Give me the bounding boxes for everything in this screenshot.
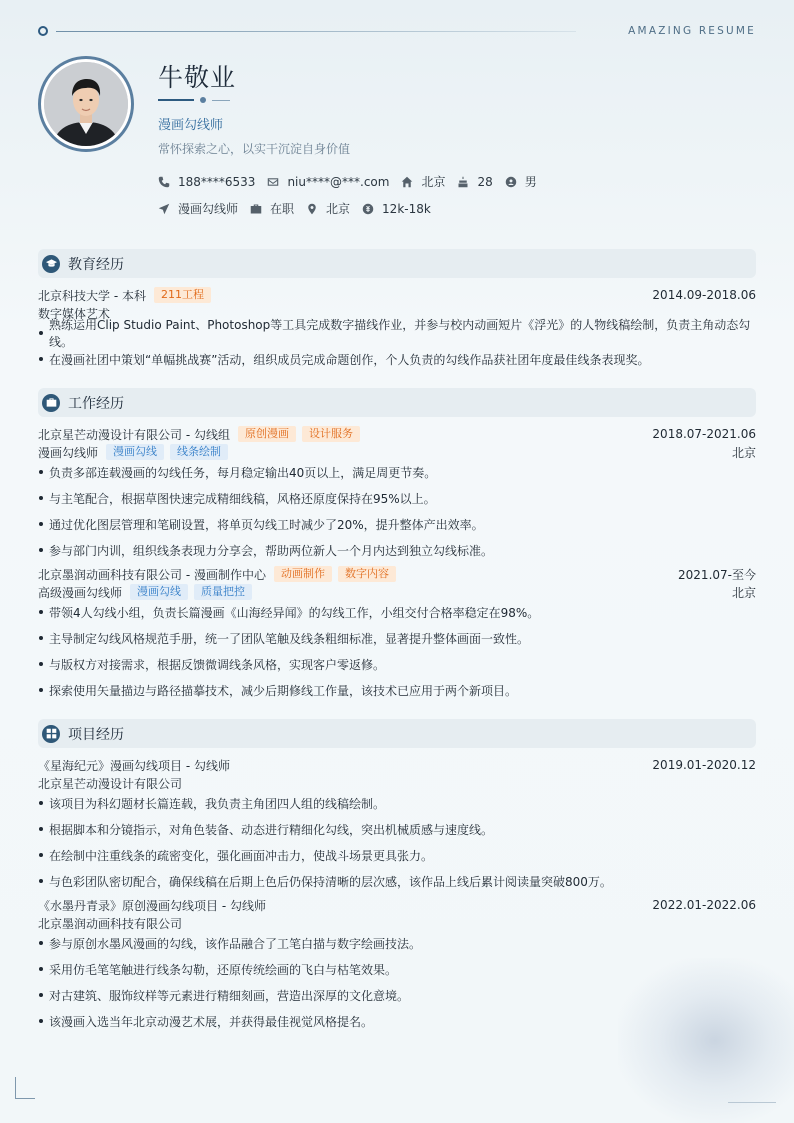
company-name: 北京墨润动画科技有限公司 - 漫画制作中心 [38, 567, 266, 582]
project-name: 《水墨丹青录》原创漫画勾线项目 - 勾线师 [38, 898, 266, 913]
project-section-header [38, 719, 756, 748]
education-date: 2014.09-2018.06 [652, 288, 756, 302]
age-text: 28 [477, 174, 493, 189]
work-bullet: 与版权方对接需求，根据反馈微调线条风格，实现客户零返修。 [38, 655, 756, 673]
cake-icon [457, 176, 469, 188]
project-bullet: 该漫画入选当年北京动漫艺术展，并获得最佳视觉风格提名。 [38, 1012, 756, 1030]
target-job-info [158, 200, 238, 217]
project-date: 2019.01-2020.12 [652, 758, 756, 772]
project-bullet: 对古建筑、服饰纹样等元素进行精细刻画，营造出深厚的文化意境。 [38, 986, 756, 1004]
job-title: 漫画勾线师 [158, 118, 224, 133]
work-bullet: 带领4人勾线小组，负责长篇漫画《山海经异闻》的勾线工作，小组交付合格率稳定在98%。 [38, 603, 756, 621]
work-role-line [38, 583, 756, 601]
work-company-line [38, 425, 756, 443]
role-name: 高级漫画勾线师 [38, 585, 123, 600]
school-name: 北京科技大学 - 本科 [38, 288, 146, 303]
project-name-line [38, 896, 756, 914]
gender-text: 男 [524, 175, 537, 189]
target-job-text: 漫画勾线师 [178, 202, 239, 216]
work-bullet: 通过优化图层管理和笔刷设置，将单页勾线工时减少了20%，提升整体产出效率。 [38, 515, 756, 533]
work-bullet: 负责多部连载漫画的勾线任务，每月稳定输出40页以上，满足周更节奏。 [38, 463, 756, 481]
top-line-decoration [56, 31, 576, 32]
location-pin-icon [306, 203, 318, 215]
briefcase-icon [42, 394, 60, 412]
grid-icon [42, 725, 60, 743]
contact-row [158, 173, 549, 190]
gender-info [505, 173, 537, 190]
project-name: 《星海纪元》漫画勾线项目 - 勾线师 [38, 758, 230, 773]
project-bullet: 该项目为科幻题材长篇连载，我负责主角团四人组的线稿绘制。 [38, 794, 756, 812]
project-bullet: 与色彩团队密切配合，确保线稿在后期上色后仍保持清晰的层次感，该作品上线后累计阅读量突破800万。 [38, 872, 756, 890]
company-tag: 数字内容 [338, 566, 396, 582]
target-city-info [306, 200, 350, 217]
project-company: 北京星芒动漫设计有限公司 [38, 776, 183, 791]
role-tag: 漫画勾线 [106, 444, 164, 460]
project-bullet: 采用仿毛笔笔触进行线条勾勒，还原传统绘画的飞白与枯笔效果。 [38, 960, 756, 978]
status-text: 在职 [270, 202, 295, 216]
project-name-line [38, 756, 756, 774]
salary-text: 12k-18k [382, 201, 431, 216]
home-icon [401, 176, 413, 188]
name-underline-decoration [158, 96, 232, 104]
project-company-line [38, 774, 756, 792]
work-bullet: 主导制定勾线风格规范手册，统一了团队笔触及线条粗细标准，显著提升整体画面一致性。 [38, 629, 756, 647]
work-location: 北京 [731, 445, 756, 460]
work-date: 2018.07-2021.06 [652, 427, 756, 441]
education-section-title: 教育经历 [68, 256, 124, 273]
project-bullet: 参与原创水墨风漫画的勾线，该作品融合了工笔白描与数字绘画技法。 [38, 934, 756, 952]
age-info [457, 175, 492, 189]
work-bullet: 探索使用矢量描边与路径描摹技术，减少后期修线工作量，该技术已应用于两个新项目。 [38, 681, 756, 699]
work-company-line [38, 565, 756, 583]
mail-icon [267, 176, 279, 188]
work-bullet: 与主笔配合，根据草图快速完成精细线稿，风格还原度保持在95%以上。 [38, 489, 756, 507]
role-tag: 漫画勾线 [130, 584, 188, 600]
company-tag: 原创漫画 [238, 426, 296, 442]
work-section-title: 工作经历 [68, 395, 124, 412]
major: 数字媒体艺术 [38, 306, 111, 321]
company-tag: 设计服务 [302, 426, 360, 442]
top-ring-decoration [38, 26, 48, 36]
candidate-name: 牛敬业 [158, 63, 237, 92]
school-tag: 211工程 [154, 287, 211, 303]
brand-label: AMAZING RESUME [628, 25, 756, 37]
motto: 常怀探索之心，以实干沉淀自身价值 [158, 142, 351, 156]
work-date: 2021.07-至今 [678, 567, 756, 582]
work-role-line [38, 443, 756, 461]
phone-icon [158, 176, 170, 188]
gender-icon [505, 176, 517, 188]
money-icon [362, 203, 374, 215]
education-bullet: 熟练运用Clip Studio Paint、Photoshop等工具完成数字描线作业，并参与校内动画短片《浮光》的人物线稿绘制，负责主角动态勾线。 [38, 324, 756, 342]
salary-info [362, 202, 431, 216]
avatar-photo [44, 62, 128, 146]
role-tag: 线条绘制 [170, 444, 228, 460]
work-bullet: 参与部门内训，组织线条表现力分享会，帮助两位新人一个月内达到独立勾线标准。 [38, 541, 756, 559]
education-bullet: 在漫画社团中策划“单幅挑战赛”活动，组织成员完成命题创作，个人负责的勾线作品获社团年度最佳线条表现奖。 [38, 350, 756, 368]
target-city-text: 北京 [326, 202, 351, 216]
project-company-line [38, 914, 756, 932]
corner-line-decoration [728, 1102, 776, 1103]
project-section-title: 项目经历 [68, 726, 124, 743]
status-info [250, 200, 294, 217]
company-name: 北京星芒动漫设计有限公司 - 勾线组 [38, 427, 230, 442]
education-section-header [38, 249, 756, 278]
home-text: 北京 [421, 175, 446, 189]
avatar [38, 56, 134, 152]
corner-blur-decoration [618, 958, 794, 1123]
phone-info [158, 175, 255, 189]
role-tag: 质量把控 [194, 584, 252, 600]
send-icon [158, 203, 170, 215]
email-info [267, 175, 389, 189]
briefcase-icon [250, 203, 262, 215]
project-bullet: 在绘制中注重线条的疏密变化，强化画面冲击力，使战斗场景更具张力。 [38, 846, 756, 864]
corner-bracket-decoration [15, 1077, 35, 1099]
graduation-cap-icon [42, 255, 60, 273]
phone-text: 188****6533 [178, 174, 256, 189]
email-text: niu****@***.com [287, 174, 390, 189]
project-date: 2022.01-2022.06 [652, 898, 756, 912]
role-name: 漫画勾线师 [38, 445, 99, 460]
intention-row [158, 200, 443, 217]
company-tag: 动画制作 [274, 566, 332, 582]
work-section-header [38, 388, 756, 417]
project-bullet: 根据脚本和分镜指示，对角色装备、动态进行精细化勾线，突出机械质感与速度线。 [38, 820, 756, 838]
home-info [401, 173, 445, 190]
work-location: 北京 [731, 585, 756, 600]
project-company: 北京墨润动画科技有限公司 [38, 916, 183, 931]
education-school-line [38, 286, 756, 304]
